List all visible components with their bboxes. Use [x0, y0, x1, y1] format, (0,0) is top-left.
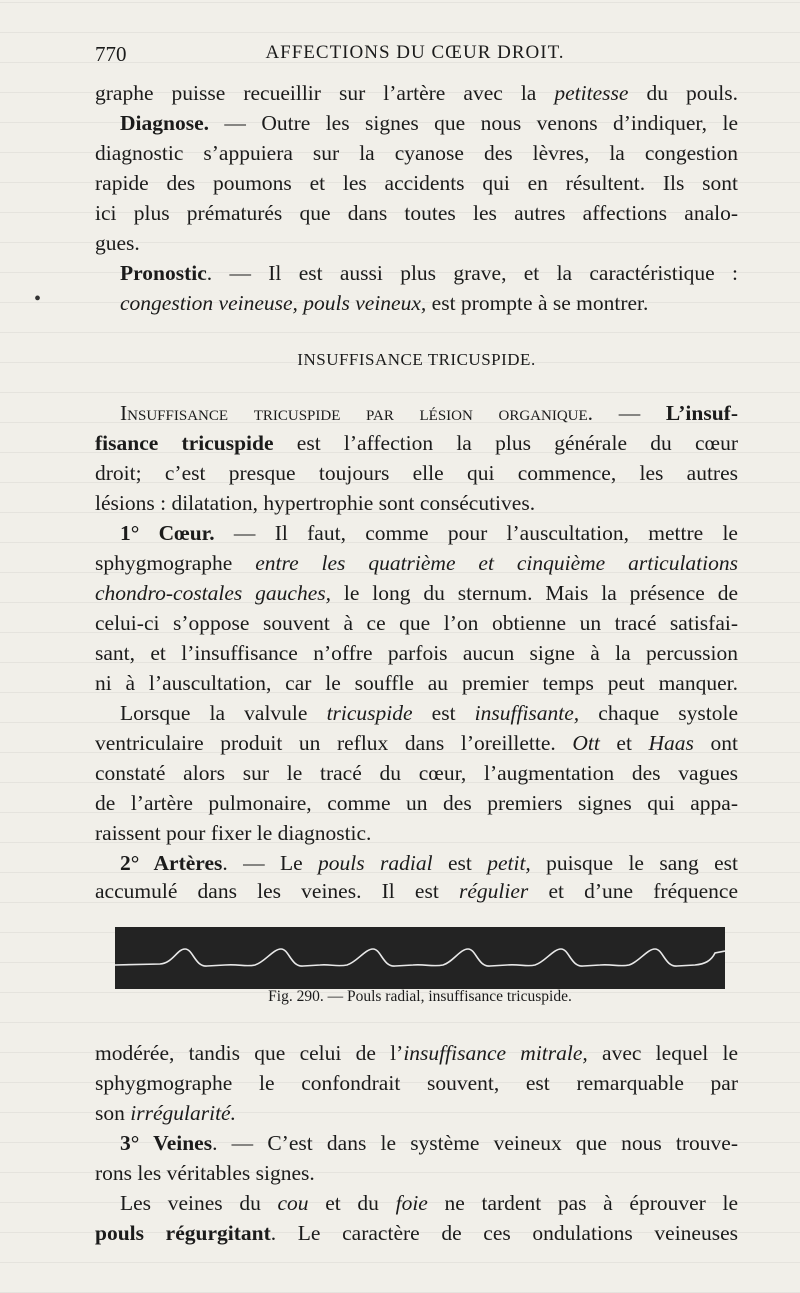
text-line: graphe puisse recueillir sur l’artère avec la petitesse du pouls. — [95, 81, 738, 105]
text-line: droit; c’est presque toujours elle qui commence, les autres — [95, 461, 738, 485]
term-arteres: 2° Artères — [120, 851, 223, 875]
text-line-veines: 3° Veines. — C’est dans le système veineux que nous trouve- — [120, 1131, 738, 1155]
term-pouls-regurgitant: pouls régurgitant — [95, 1221, 271, 1245]
page-number: 770 — [95, 42, 127, 66]
text-line: modérée, tandis que celui de l’insuffisance mitrale, avec lequel le — [95, 1041, 738, 1065]
text-line: sphygmographe le confondrait souvent, est remarquable par — [95, 1071, 738, 1095]
term-pronostic: Pronostic — [120, 261, 207, 285]
text-line: accumulé dans les veines. Il est régulier et d’une fréquence — [95, 879, 738, 903]
pulse-wave-line — [115, 949, 725, 966]
running-title: AFFECTIONS DU CŒUR DROIT. — [265, 42, 565, 63]
text-line: diagnostic s’appuiera sur la cyanose des lèvres, la congestion — [95, 141, 738, 165]
text-line: ni à l’auscultation, car le souffle au premier temps peut manquer. — [95, 671, 738, 695]
text-line: raissent pour fixer le diagnostic. — [95, 821, 372, 845]
text-line: de l’artère pulmonaire, comme un des premiers signes qui appa- — [95, 791, 738, 815]
text-line: Les veines du cou et du foie ne tardent pas à éprouver le — [120, 1191, 738, 1215]
sphygmograph-tracing-figure — [115, 927, 725, 989]
text-line: son irrégularité. — [95, 1101, 236, 1125]
page-header — [95, 42, 735, 72]
figure-caption: Fig. 290. — Pouls radial, insuffisance tricuspide. — [268, 988, 572, 1005]
text-line: celui-ci s’oppose souvent à ce que l’on obtienne un tracé satisfai- — [95, 611, 738, 635]
text-line: pouls régurgitant. Le caractère de ces ondulations veineuses — [95, 1221, 739, 1245]
section-heading: INSUFFISANCE TRICUSPIDE. — [297, 350, 536, 369]
text-line: fisance tricuspide est l’affection la plus générale du cœur — [95, 431, 738, 455]
text-line: lésions : dilatation, hypertrophie sont consécutives. — [95, 491, 536, 515]
text-line: Lorsque la valvule tricuspide est insuffisante, chaque systole — [120, 701, 738, 725]
margin-mark: • — [34, 288, 42, 310]
text-line-coeur: 1° Cœur. — Il faut, comme pour l’auscultation, mettre le — [120, 521, 738, 545]
text-line: chondro-costales gauches, le long du sternum. Mais la présence de — [95, 581, 738, 605]
text-line-diagnose: Diagnose. — Outre les signes que nous venons d’indiquer, le — [120, 111, 738, 135]
term-veines: 3° Veines — [120, 1131, 213, 1155]
text-line: sphygmographe entre les quatrième et cinquième articulations — [95, 551, 738, 575]
text-line: rons les véritables signes. — [95, 1161, 315, 1185]
text-line: ventriculaire produit un reflux dans l’oreillette. Ott et Haas ont — [95, 731, 738, 755]
text-line: sant, et l’insuffisance n’offre parfois aucun signe à la percussion — [95, 641, 738, 665]
term-diagnose: Diagnose. — [120, 111, 209, 135]
text-line-arteres: 2° Artères. — Le pouls radial est petit, puisque le sang est — [120, 851, 738, 875]
text-line: Insuffisance tricuspide par lésion organique. — L’insuf- — [120, 401, 738, 425]
pulse-tracing — [115, 927, 725, 989]
text-line: gues. — [95, 231, 140, 255]
text-line: congestion veineuse, pouls veineux, est prompte à se montrer. — [120, 291, 649, 315]
text-line: constaté alors sur le tracé du cœur, l’augmentation des vagues — [95, 761, 738, 785]
text-line-pronostic: Pronostic. — Il est aussi plus grave, et la caractéristique : — [120, 261, 738, 285]
text-line: rapide des poumons et les accidents qui en résultent. Ils sont — [95, 171, 738, 195]
term-coeur: 1° Cœur. — [120, 521, 215, 545]
text-line: ici plus prématurés que dans toutes les autres affections analo- — [95, 201, 738, 225]
